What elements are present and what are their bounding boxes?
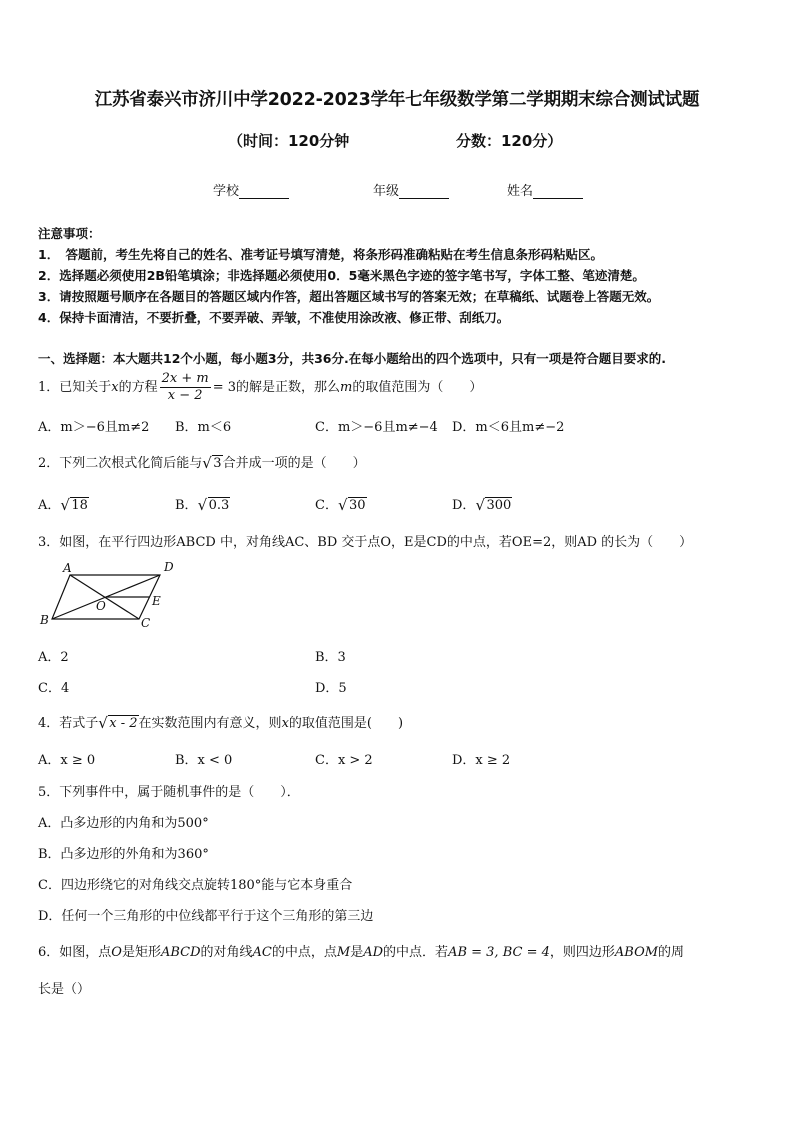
q5-option-d[interactable]: D．任何一个三角形的中位线都平行于这个三角形的第三边 [38,909,374,924]
question-5: 5．下列事件中，属于随机事件的是（ ）． [38,785,300,800]
q4-text-pre: 4．若式子 [38,716,99,731]
q1-option-b[interactable]: B．m＜6 [175,420,232,435]
q3-option-a[interactable]: A．2 [38,650,69,665]
page-title: 江苏省泰兴市济川中学2022-2023学年七年级数学第二学期期末综合测试试题 [94,90,700,110]
q4-text-post: 在实数范围内有意义，则 [138,716,282,731]
q6-var: O [111,945,122,960]
q5-option-c[interactable]: C．四边形绕它的对角线交点旋转180°能与它本身重合 [38,878,353,893]
q6-text: 的中点．若 [383,945,449,960]
q4-option-d[interactable]: D．x ≥ 2 [452,753,511,768]
notice-item: 3．请按照题号顺序在各题目的答题区域内作答，超出答题区域书写的答案无效；在草稿纸、试题卷上答题无效。 [38,289,660,304]
exam-score: 分数：120分） [456,132,563,150]
q2-option-c[interactable] [315,494,367,513]
q4-var-x: x [281,716,289,731]
q6-text: 的中点，点 [271,945,337,960]
q6-var: ABOM [614,945,659,960]
question-2 [38,452,366,471]
q1-var-x: x [111,380,119,395]
q1-fraction [160,371,211,404]
q6-text: 是矩形 [121,945,161,960]
question-4 [38,712,403,731]
q6-var: M [336,945,351,960]
notice-item: 4．保持卡面清洁，不要折叠，不要弄破、弄皱，不准使用涂改液、修正带、刮纸刀。 [38,310,510,325]
q1-text-pre: 1．已知关于 [38,380,112,395]
q5-option-a[interactable]: A．凸多边形的内角和为500° [38,816,209,831]
option-label: B． [175,498,198,513]
option-radicand: 18 [71,498,88,513]
q6-var: AC [252,945,272,960]
q1-var-m: m [340,380,353,395]
q6-line2: 长是（） [38,982,91,997]
option-radicand: 0.3 [208,498,230,513]
name-label: 姓名 [507,184,534,199]
q3-figure [38,558,183,630]
grade-blank [399,185,449,199]
grade-label: 年级 [373,184,400,199]
q3-option-d[interactable]: D．5 [315,681,347,696]
school-blank [239,185,289,199]
notice-heading: 注意事项： [38,226,101,241]
q4-option-b[interactable]: B．x < 0 [175,753,233,768]
option-radicand: 30 [348,498,366,513]
q1-option-c[interactable]: C．m＞−6且m≠−4 [315,420,438,435]
point-label-e: E [152,594,161,608]
q2-option-a-sqrt [60,497,89,513]
q1-numerator: 2x + m [161,371,209,386]
q4-text-post2: 的取值范围是( ) [288,716,404,731]
q1-eq: = 3 [212,380,237,395]
q2-text-pre: 2．下列二次根式化简后能与 [38,456,203,471]
point-label-d: D [164,560,174,574]
notice-item: 1． 答题前，考生先将自己的姓名、准考证号填写清楚，将条形码准确粘贴在考生信息条形码粘贴区。 [38,247,603,262]
q1-option-d[interactable]: D．m＜6且m≠−2 [452,420,565,435]
q4-sqrt [98,715,138,731]
q6-text: 的周 [658,945,685,960]
question-3: 3．如图，在平行四边形ABCD 中，对角线AC、BD 交于点O，E是CD的中点，若OE=2，则AD 的长为（ ） [38,535,693,550]
q1-option-a[interactable]: A．m＞−6且m≠2 [38,420,150,435]
q6-text: ，则四边形 [549,945,615,960]
option-label: A． [38,498,61,513]
q2-option-d[interactable] [452,494,512,513]
name-field [507,180,583,199]
point-label-c: C [141,616,151,630]
q4-option-a[interactable]: A．x ≥ 0 [38,753,96,768]
option-label: C． [315,498,338,513]
q6-text: 的对角线 [200,945,253,960]
q2-sqrt [202,455,222,471]
q6-text: 6．如图，点 [38,945,112,960]
exam-time: （时间：120分钟 [228,132,350,150]
q6-text: 是 [350,945,364,960]
name-blank [533,185,583,199]
q2-option-a[interactable] [38,494,89,513]
q2-radicand: 3 [213,456,222,471]
section-heading: 一、选择题：本大题共12个小题，每小题3分，共36分.在每小题给出的四个选项中，只有一项是符合题目要求的. [38,351,666,366]
q3-option-c[interactable]: C．4 [38,681,70,696]
point-label-o: O [96,599,106,613]
question-1 [38,370,482,406]
q1-text-mid: 的方程 [118,380,158,395]
question-6 [38,941,684,960]
grade-field [373,180,449,199]
point-label-b: B [40,613,49,627]
q5-option-b[interactable]: B．凸多边形的外角和为360° [38,847,209,862]
q6-var: ABCD [160,945,201,960]
q2-text-post: 合并成一项的是（ ） [222,456,366,471]
q2-option-b-sqrt [198,497,231,513]
q6-condition: AB = 3, BC = 4 [448,945,550,960]
notice-item: 2．选择题必须使用2B铅笔填涂；非选择题必须使用0．5毫米黑色字迹的签字笔书写，字体工整、笔迹清楚。 [38,268,645,283]
q2-option-b[interactable] [175,494,230,513]
q4-radicand: x - 2 [109,716,138,731]
q2-option-d-sqrt [475,497,512,513]
school-field [213,180,289,199]
q1-denominator: x − 2 [167,388,203,403]
q1-text-post2: 的取值范围为（ ） [352,380,483,395]
q1-text-post: 的解是正数，那么 [236,380,341,395]
q3-option-b[interactable]: B．3 [315,650,346,665]
school-label: 学校 [213,184,240,199]
option-label: D． [452,498,476,513]
q4-option-c[interactable]: C．x > 2 [315,753,373,768]
point-label-a: A [63,561,72,575]
q6-var: AD [363,945,384,960]
option-radicand: 300 [486,498,512,513]
q2-option-c-sqrt [338,497,367,513]
